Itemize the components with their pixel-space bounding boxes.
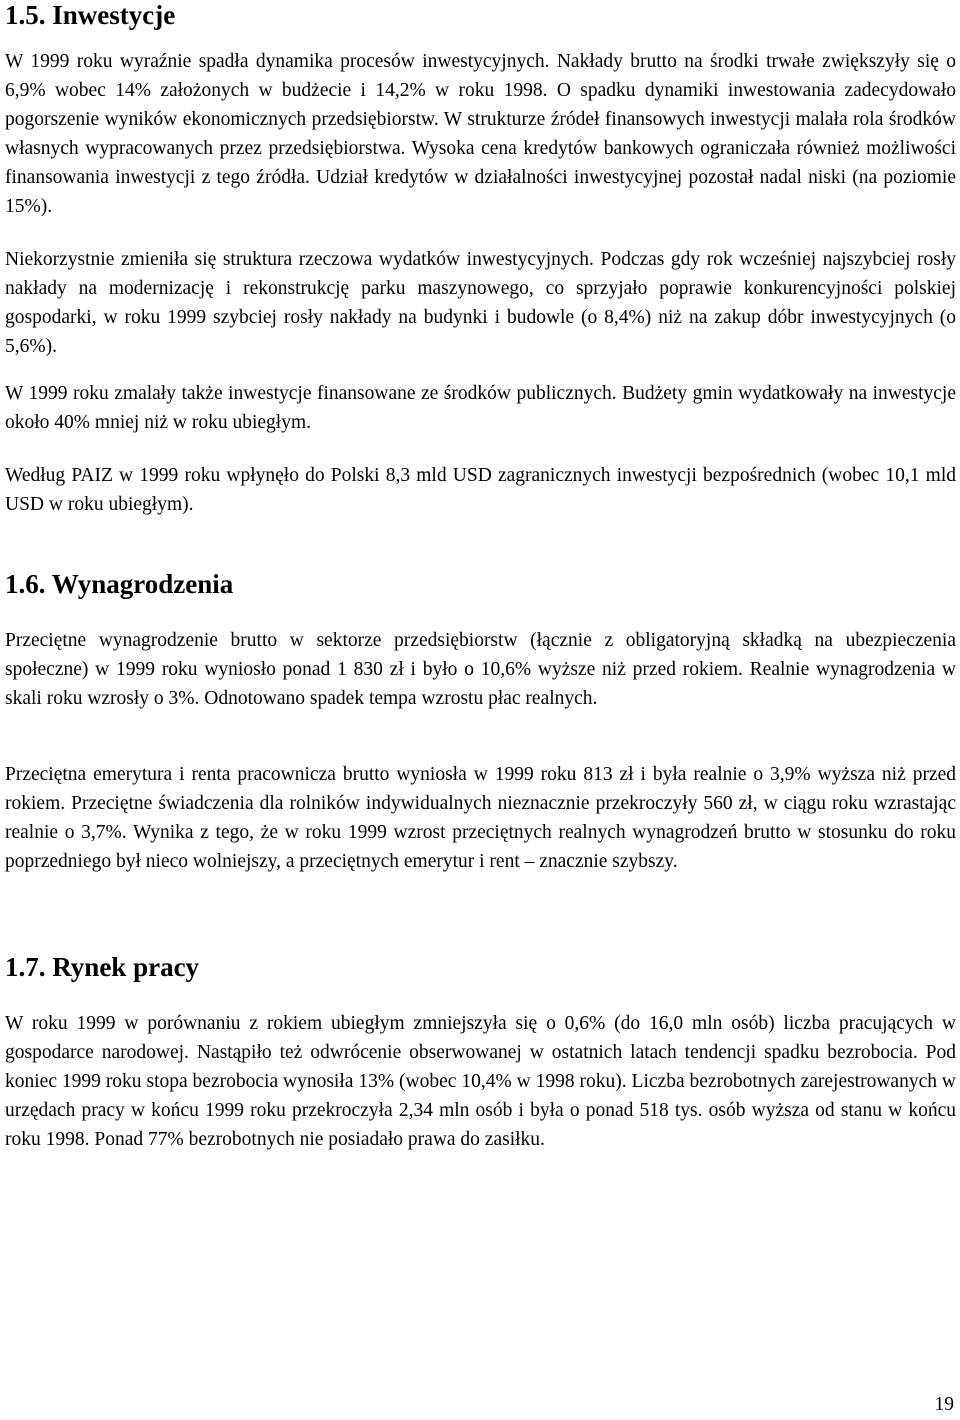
- investments-paragraph-4: Według PAIZ w 1999 roku wpłynęło do Polski 8,3 mld USD zagranicznych inwestycji bezpośrednich (wobec 10,1 mld USD w roku ubiegłym).: [5, 465, 956, 515]
- investments-paragraph-2: Niekorzystnie zmieniła się struktura rzeczowa wydatków inwestycyjnych. Podczas gdy rok wcześniej najszybciej rosły nakłady na modernizację i rekonstrukcję parku maszynowego, co sprzyjało poprawie konkurencyjności polskiej gospodarki, w roku 1999 szybciej rosły nakłady na budynki i budowle (o 8,4%) niż na zakup dóbr inwestycyjnych (o 5,6%).: [5, 249, 956, 357]
- section-heading-wages: 1.6. Wynagrodzenia: [5, 569, 234, 599]
- investments-paragraph-1: W 1999 roku wyraźnie spadła dynamika procesów inwestycyjnych. Nakłady brutto na środki trwałe zwiększyły się o 6,9% wobec 14% założonych w budżecie i 14,2% w roku 1998. O spadku dynamiki inwestowania zadecydowało pogorszenie wyników ekonomicznych przedsiębiorstw. W strukturze źródeł finansowych inwestycji malała rola środków własnych wypracowanych przez przedsiębiorstwa. Wysoka cena kredytów bankowych ograniczała również możliwości finansowania inwestycji z tego źródła. Udział kredytów w działalności inwestycyjnej pozostał nadal niski (na poziomie 15%).: [5, 51, 956, 217]
- page-number: 19: [934, 1394, 954, 1415]
- investments-paragraph-3: W 1999 roku zmalały także inwestycje finansowane ze środków publicznych. Budżety gmin wydatkowały na inwestycje około 40% mniej niż w roku ubiegłym.: [5, 383, 956, 433]
- wages-paragraph-2: Przeciętna emerytura i renta pracownicza brutto wyniosła w 1999 roku 813 zł i była realnie o 3,9% wyższa niż przed rokiem. Przeciętne świadczenia dla rolników indywidualnych nieznacznie przekroczyły 560 zł, w ciągu roku wzrastając realnie o 3,7%. Wynika z tego, że w roku 1999 wzrost przeciętnych realnych wynagrodzeń brutto w stosunku do roku poprzedniego był nieco wolniejszy, a przeciętnych emerytur i rent – znacznie szybszy.: [5, 764, 956, 872]
- section-heading-investments: 1.5. Inwestycje: [5, 0, 176, 30]
- wages-paragraph-1: Przeciętne wynagrodzenie brutto w sektorze przedsiębiorstw (łącznie z obligatoryjną składką na ubezpieczenia społeczne) w 1999 roku wyniosło ponad 1 830 zł i było o 10,6% wyższe niż przed rokiem. Realnie wynagrodzenia w skali roku wzrosły o 3%. Odnotowano spadek tempa wzrostu płac realnych.: [5, 630, 956, 709]
- labour-market-paragraph-1: W roku 1999 w porównaniu z rokiem ubiegłym zmniejszyła się o 0,6% (do 16,0 mln osób) liczba pracujących w gospodarce narodowej. Nastąpiło też odwrócenie obserwowanej w ostatnich latach tendencji spadku bezrobocia. Pod koniec 1999 roku stopa bezrobocia wynosiła 13% (wobec 10,4% w 1998 roku). Liczba bezrobotnych zarejestrowanych w urzędach pracy w końcu 1999 roku przekroczyła 2,34 mln osób i była o ponad 518 tys. osób wyższa od stanu w końcu roku 1998. Ponad 77% bezrobotnych nie posiadało prawa do zasiłku.: [5, 1013, 956, 1150]
- section-heading-labour-market: 1.7. Rynek pracy: [5, 952, 200, 982]
